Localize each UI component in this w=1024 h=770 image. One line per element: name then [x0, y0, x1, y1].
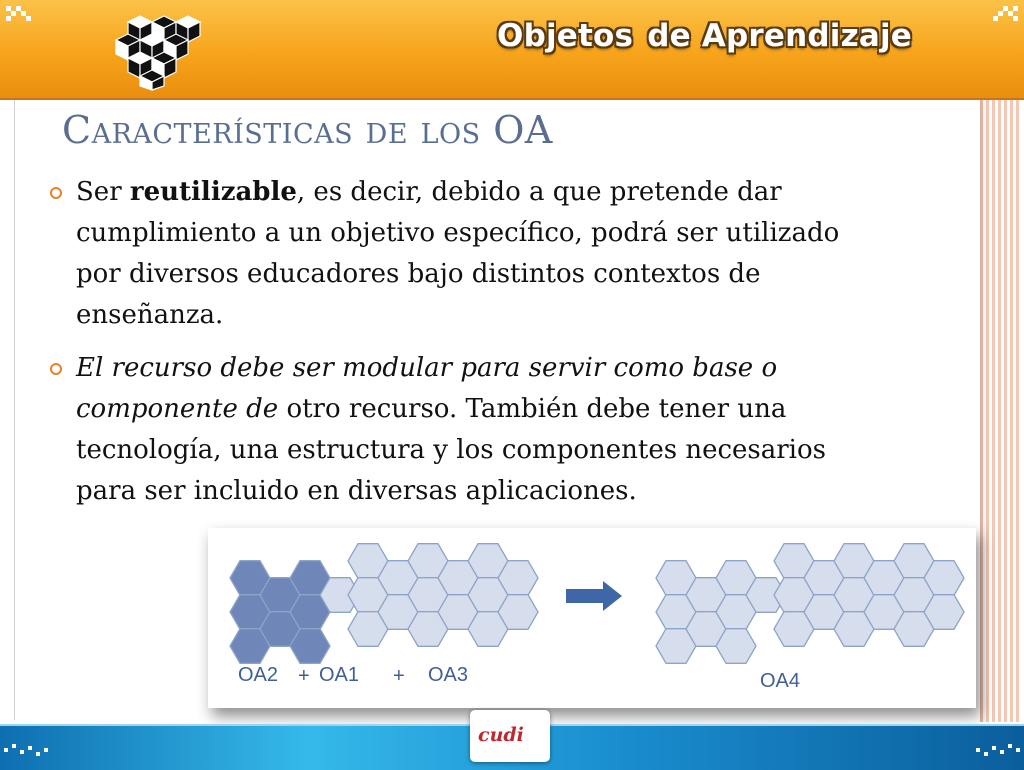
label-oa3: OA3 [428, 664, 469, 686]
bullet-circle-icon [50, 187, 62, 199]
bullet-text-bold: reutilizable [129, 177, 297, 207]
plus-sign-1: + [298, 665, 310, 687]
header-title-word1: Objetos [497, 18, 634, 54]
header-decor-right [984, 6, 1018, 26]
bullet-item-reutilizable [48, 172, 878, 336]
bullet-text-prefix: Ser [76, 177, 130, 207]
label-oa4: OA4 [760, 670, 801, 692]
cudi-logo [470, 710, 550, 762]
label-oa2: OA2 [238, 664, 279, 686]
slide-title: Características de los OA [62, 108, 553, 152]
bullet-text-rest: , es decir, debido a que pretende dar cumplimiento a un objetivo específico, podrá ser utilizado por diversos educadores bajo distintos contextos de enseñanza. [76, 177, 840, 330]
footer-decor-right [960, 744, 1020, 764]
label-oa1: OA1 [319, 664, 360, 686]
header-title-word2: de Aprendizaje [647, 18, 912, 54]
bullet-list [48, 172, 878, 524]
plus-sign-2: + [393, 665, 405, 687]
composition-arrow-icon [566, 581, 622, 611]
cudi-logo-text: cudi [478, 724, 524, 746]
hexagon-layer [230, 544, 964, 664]
panel-shadow [980, 100, 988, 722]
oa-composition-figure [208, 528, 976, 708]
footer-decor-left [4, 744, 64, 764]
cube-logo-icon [110, 10, 210, 92]
bullet-text-italic: El recurso debe ser modular para servir como base o componente de [76, 353, 778, 424]
header-decor-left [6, 6, 40, 26]
bullet-item-modular [48, 348, 878, 512]
bullet-circle-icon [50, 363, 62, 375]
bullet-text-rest: otro recurso. También debe tener una tecnología, una estructura y los componentes necesarios para ser incluido en diversas aplicaciones. [76, 394, 826, 506]
header-title [497, 18, 912, 54]
